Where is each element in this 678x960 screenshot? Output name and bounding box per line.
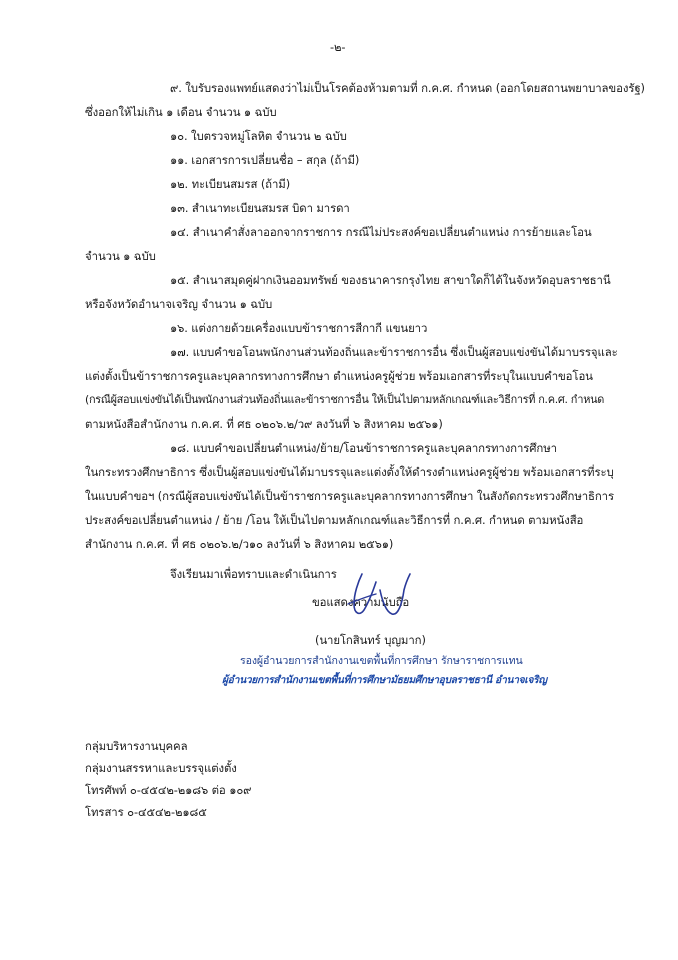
footer-unit: กลุ่มงานสรรหาและบรรจุแต่งตั้ง	[85, 761, 237, 775]
item-9-line1: ๙. ใบรับรองแพทย์แสดงว่าไม่เป็นโรคต้องห้ามตามที่ ก.ค.ศ. กำหนด (ออกโดยสถานพยาบาลของรัฐ)	[170, 81, 645, 95]
item-15-line2: หรือจังหวัดอำนาจเจริญ จำนวน ๑ ฉบับ	[85, 297, 273, 311]
footer-division: กลุ่มบริหารงานบุคคล	[85, 739, 188, 753]
item-16: ๑๖. แต่งกายด้วยเครื่องแบบข้าราชการสีกากี แขนยาว	[170, 321, 428, 335]
item-10: ๑๐. ใบตรวจหมู่โลหิต จำนวน ๒ ฉบับ	[170, 129, 347, 143]
item-13: ๑๓. สำเนาทะเบียนสมรส บิดา มารดา	[170, 201, 350, 215]
item-12: ๑๒. ทะเบียนสมรส (ถ้ามี)	[170, 177, 291, 191]
item-14-line1: ๑๔. สำเนาคำสั่งลาออกจากราชการ กรณีไม่ประสงค์ขอเปลี่ยนตำแหน่ง การย้ายและโอน	[170, 225, 592, 239]
signatory-title-line2: ผู้อำนวยการสำนักงานเขตพื้นที่การศึกษามัธยมศึกษาอุบลราชธานี อำนาจเจริญ	[222, 675, 547, 686]
page-number: -๒-	[330, 40, 346, 54]
item-11: ๑๑. เอกสารการเปลี่ยนชื่อ – สกุล (ถ้ามี)	[170, 153, 360, 167]
signature-image	[340, 560, 420, 625]
closing-regards: ขอแสดงความนับถือ	[312, 595, 410, 609]
footer-phone: โทรศัพท์ ๐-๔๕๔๒-๒๑๘๖ ต่อ ๑๐๙	[85, 783, 252, 797]
item-15-line1: ๑๕. สำเนาสมุดคู่ฝากเงินออมทรัพย์ ของธนาคารกรุงไทย สาขาใดก็ได้ในจังหวัดอุบลราชธานี	[170, 273, 611, 287]
item-9-line2: ซึ่งออกให้ไม่เกิน ๑ เดือน จำนวน ๑ ฉบับ	[85, 105, 277, 119]
footer-fax: โทรสาร ๐-๔๕๔๒-๒๑๘๕	[85, 805, 207, 819]
item-17-line1: ๑๗. แบบคำขอโอนพนักงานส่วนท้องถิ่นและข้าราชการอื่น ซึ่งเป็นผู้สอบแข่งขันได้มาบรรจุและ	[170, 345, 618, 359]
item-18-line4: ประสงค์ขอเปลี่ยนตำแหน่ง / ย้าย /โอน ให้เป็นไปตามหลักเกณฑ์และวิธีการที่ ก.ค.ศ. กำหนด ตามหนังสือ	[85, 513, 584, 527]
item-18-line1: ๑๘. แบบคำขอเปลี่ยนตำแหน่ง/ย้าย/โอนข้าราชการครูและบุคลากรทางการศึกษา	[170, 441, 557, 455]
item-17-line4: ตามหนังสือสำนักงาน ก.ค.ศ. ที่ ศธ ๐๒๐๖.๒/ว๙ ลงวันที่ ๖ สิงหาคม ๒๕๖๑)	[85, 417, 443, 431]
item-17-line3: (กรณีผู้สอบแข่งขันได้เป็นพนักงานส่วนท้องถิ่นและข้าราชการอื่น ให้เป็นไปตามหลักเกณฑ์และวิธีการที่ ก.ค.ศ. กำหนด	[85, 393, 605, 406]
item-17-line2: แต่งตั้งเป็นข้าราชการครูและบุคลากรทางการศึกษา ตำแหน่งครูผู้ช่วย พร้อมเอกสารที่ระบุในแบบคำขอโอน	[85, 369, 593, 383]
item-18-line2: ในกระทรวงศึกษาธิการ ซึ่งเป็นผู้สอบแข่งขันได้มาบรรจุและแต่งตั้งให้ดำรงตำแหน่งครูผู้ช่วย พร้อมเอกสารที่ระบุ	[85, 465, 614, 479]
signatory-title-line1: รองผู้อำนวยการสำนักงานเขตพื้นที่การศึกษา รักษาราชการแทน	[240, 655, 523, 667]
item-14-line2: จำนวน ๑ ฉบับ	[85, 249, 156, 263]
item-18-line5: สำนักงาน ก.ค.ศ. ที่ ศธ ๐๒๐๖.๒/ว๑๐ ลงวันที่ ๖ สิงหาคม ๒๕๖๑)	[85, 537, 394, 551]
item-18-line3: ในแบบคำขอฯ (กรณีผู้สอบแข่งขันได้เป็นข้าราชการครูและบุคลากรทางการศึกษา ในสังกัดกระทรวงศึกษาธิการ	[85, 489, 614, 503]
closing-notice: จึงเรียนมาเพื่อทราบและดำเนินการ	[170, 567, 337, 581]
signatory-name: (นายโกสินทร์ บุญมาก)	[315, 633, 426, 647]
